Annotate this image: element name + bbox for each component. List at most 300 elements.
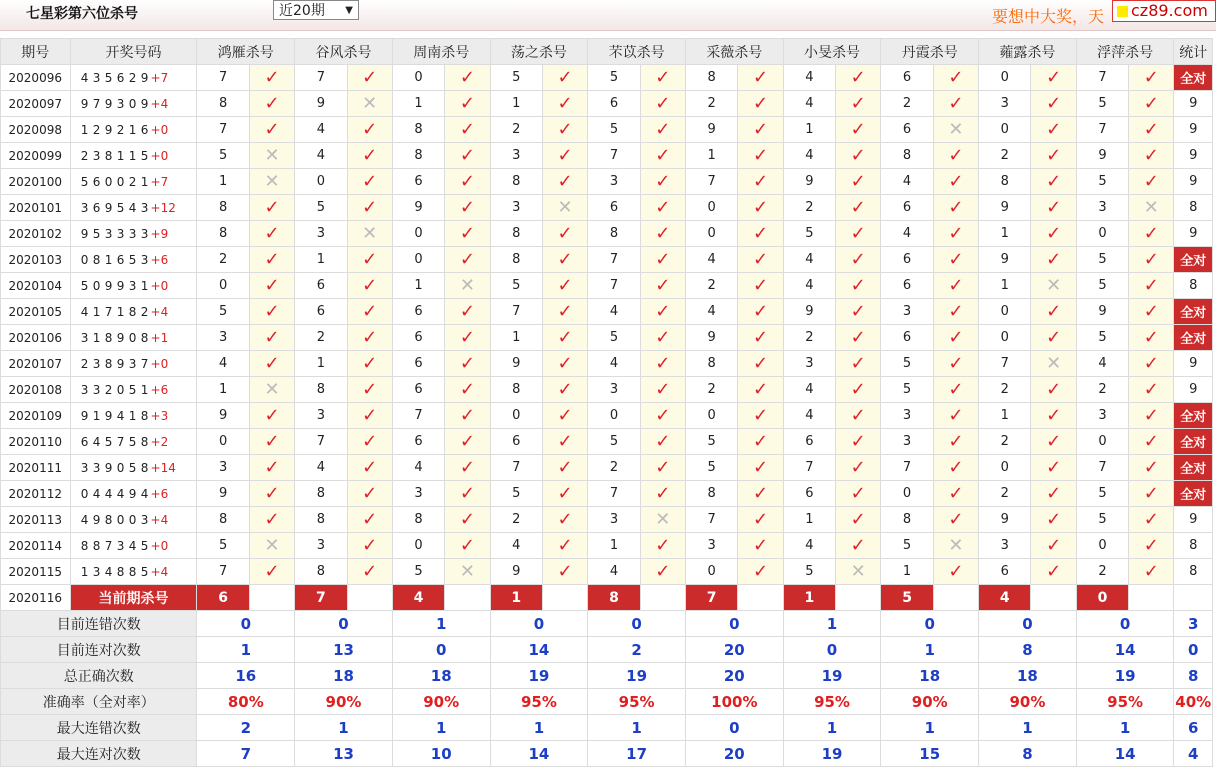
summary-stat: 8 (1174, 663, 1213, 689)
kill-number-cell: 8 (881, 507, 933, 533)
issue-cell: 2020103 (1, 247, 71, 273)
kill-number-cell: 3 (197, 325, 249, 351)
draw-sum: +1 (150, 330, 169, 345)
result-cell (542, 507, 587, 533)
kill-number-cell: 9 (979, 247, 1031, 273)
result-cell (738, 117, 783, 143)
check-icon: ✓ (948, 300, 964, 322)
table-row (1, 325, 1213, 351)
check-icon: ✓ (459, 352, 475, 374)
summary-value: 19 (490, 663, 588, 689)
current-kill-number: 0 (1076, 585, 1128, 611)
summary-value: 1 (490, 715, 588, 741)
check-icon: ✓ (1143, 274, 1159, 296)
kill-number-cell: 3 (881, 429, 933, 455)
summary-value: 20 (685, 637, 783, 663)
draw-digit: 5 (80, 278, 89, 293)
kill-number-cell: 6 (392, 299, 444, 325)
result-cell (640, 221, 685, 247)
result-cell (640, 273, 685, 299)
kill-number-cell: 8 (685, 65, 737, 91)
result-cell (640, 325, 685, 351)
check-icon: ✓ (948, 92, 964, 114)
draw-digit: 3 (92, 70, 101, 85)
result-cell (249, 247, 294, 273)
result-cell (640, 247, 685, 273)
cross-icon: ✕ (264, 170, 280, 192)
check-icon: ✓ (1143, 482, 1159, 504)
result-cell (933, 299, 978, 325)
current-kill-number: 1 (490, 585, 542, 611)
result-cell (836, 91, 881, 117)
draw-digit: 1 (116, 304, 125, 319)
stat-cell: 8 (1174, 273, 1213, 299)
result-cell (836, 221, 881, 247)
draw-digit: 4 (116, 486, 125, 501)
draw-digit: 6 (92, 200, 101, 215)
summary-value: 1 (783, 611, 881, 637)
check-icon: ✓ (655, 300, 671, 322)
draw-numbers-cell (70, 299, 197, 325)
check-icon: ✓ (264, 326, 280, 348)
summary-value: 18 (392, 663, 490, 689)
draw-numbers-cell (70, 273, 197, 299)
issue-cell: 2020099 (1, 143, 71, 169)
result-cell (836, 481, 881, 507)
kill-number-cell: 2 (881, 91, 933, 117)
summary-label: 总正确次数 (1, 663, 197, 689)
draw-digit: 1 (128, 408, 137, 423)
check-icon: ✓ (948, 352, 964, 374)
cross-icon: ✕ (459, 274, 475, 296)
table-row (1, 247, 1213, 273)
result-cell (738, 533, 783, 559)
draw-sum: +0 (150, 122, 169, 137)
result-cell (542, 455, 587, 481)
draw-digit: 3 (80, 330, 89, 345)
kill-number-cell: 2 (588, 455, 640, 481)
kill-number-cell: 9 (783, 299, 835, 325)
result-cell (738, 221, 783, 247)
kill-number-cell: 3 (881, 403, 933, 429)
check-icon: ✓ (948, 222, 964, 244)
summary-label: 最大连错次数 (1, 715, 197, 741)
kill-number-cell: 5 (490, 273, 542, 299)
result-cell (836, 507, 881, 533)
check-icon: ✓ (362, 248, 378, 270)
kill-number-cell: 7 (979, 351, 1031, 377)
result-cell (738, 247, 783, 273)
kill-number-cell: 1 (295, 351, 347, 377)
result-cell (933, 247, 978, 273)
result-cell (640, 559, 685, 585)
check-icon: ✓ (655, 352, 671, 374)
check-icon: ✓ (1143, 352, 1159, 374)
result-cell (1031, 403, 1076, 429)
result-cell (1129, 195, 1174, 221)
kill-number-cell: 1 (783, 507, 835, 533)
kill-number-cell: 5 (490, 481, 542, 507)
draw-sum: +14 (150, 460, 176, 475)
kill-number-cell: 4 (295, 117, 347, 143)
kill-number-cell: 6 (295, 273, 347, 299)
draw-numbers-cell (70, 143, 197, 169)
result-cell (347, 65, 392, 91)
kill-number-cell: 8 (685, 351, 737, 377)
draw-digit: 3 (92, 460, 101, 475)
kill-number-cell: 7 (295, 65, 347, 91)
draw-numbers-cell (70, 169, 197, 195)
draw-digit: 4 (116, 408, 125, 423)
check-icon: ✓ (362, 560, 378, 582)
check-icon: ✓ (362, 144, 378, 166)
summary-value: 0 (783, 637, 881, 663)
site-logo[interactable] (1112, 0, 1216, 22)
check-icon: ✓ (655, 534, 671, 556)
draw-digit: 8 (128, 564, 137, 579)
kill-number-cell: 0 (881, 481, 933, 507)
kill-number-cell: 8 (490, 169, 542, 195)
draw-digit: 0 (80, 486, 89, 501)
kill-number-cell: 5 (783, 221, 835, 247)
check-icon: ✓ (459, 196, 475, 218)
summary-stat: 4 (1174, 741, 1213, 767)
check-icon: ✓ (264, 222, 280, 244)
kill-number-cell: 3 (979, 91, 1031, 117)
result-cell (1129, 143, 1174, 169)
table-row (1, 299, 1213, 325)
draw-digit: 9 (140, 70, 149, 85)
stat-cell: 全对 (1174, 65, 1213, 91)
result-cell (640, 91, 685, 117)
summary-value: 1 (392, 611, 490, 637)
draw-digit: 5 (128, 434, 137, 449)
result-cell (249, 455, 294, 481)
result-cell (836, 559, 881, 585)
result-cell (347, 169, 392, 195)
draw-sum: +7 (150, 174, 169, 189)
summary-value: 18 (979, 663, 1077, 689)
table-row (1, 65, 1213, 91)
check-icon: ✓ (655, 456, 671, 478)
result-cell (347, 299, 392, 325)
kill-number-cell: 4 (1076, 351, 1128, 377)
current-blank-cell (347, 585, 392, 611)
kill-number-cell: 5 (588, 117, 640, 143)
draw-digit: 9 (104, 408, 113, 423)
result-cell (542, 247, 587, 273)
result-cell (445, 273, 490, 299)
draw-numbers-cell (70, 91, 197, 117)
summary-value: 90% (881, 689, 979, 715)
check-icon: ✓ (752, 378, 769, 400)
stat-cell: 全对 (1174, 403, 1213, 429)
result-cell (347, 273, 392, 299)
result-cell (347, 91, 392, 117)
summary-value: 100% (685, 689, 783, 715)
result-cell (1031, 299, 1076, 325)
kill-number-cell: 2 (295, 325, 347, 351)
result-cell (1129, 117, 1174, 143)
summary-value: 90% (295, 689, 393, 715)
draw-digit: 8 (104, 148, 113, 163)
result-cell (933, 117, 978, 143)
summary-value: 7 (197, 741, 295, 767)
draw-sum: +4 (150, 304, 169, 319)
result-cell (445, 559, 490, 585)
check-icon: ✓ (655, 248, 671, 270)
kill-number-cell: 3 (881, 299, 933, 325)
stat-cell: 9 (1174, 507, 1213, 533)
result-cell (836, 429, 881, 455)
check-icon: ✓ (264, 196, 280, 218)
result-cell (836, 377, 881, 403)
kill-number-cell: 0 (979, 117, 1031, 143)
period-select[interactable] (273, 0, 359, 20)
kill-number-cell: 3 (392, 481, 444, 507)
issue-cell: 2020106 (1, 325, 71, 351)
draw-digit: 9 (104, 460, 113, 475)
kill-number-cell: 6 (392, 429, 444, 455)
result-cell (249, 533, 294, 559)
stat-cell: 全对 (1174, 299, 1213, 325)
check-icon: ✓ (557, 66, 573, 88)
result-cell (1129, 559, 1174, 585)
check-icon: ✓ (1046, 378, 1062, 400)
check-icon: ✓ (948, 508, 964, 530)
check-icon: ✓ (557, 274, 573, 296)
result-cell (836, 195, 881, 221)
result-cell (933, 221, 978, 247)
result-cell (1129, 91, 1174, 117)
kill-number-cell: 0 (392, 221, 444, 247)
check-icon: ✓ (850, 352, 866, 374)
draw-digit: 9 (80, 408, 89, 423)
column-header: 统计 (1174, 39, 1213, 65)
column-header: 小旻杀号 (783, 39, 881, 65)
result-cell (1031, 507, 1076, 533)
kill-number-cell: 4 (588, 351, 640, 377)
kill-number-cell: 5 (1076, 247, 1128, 273)
summary-stat: 6 (1174, 715, 1213, 741)
draw-digit: 5 (104, 70, 113, 85)
result-cell (738, 169, 783, 195)
result-cell (542, 273, 587, 299)
check-icon: ✓ (557, 222, 573, 244)
table-row (1, 351, 1213, 377)
draw-numbers-cell (70, 403, 197, 429)
result-cell (738, 143, 783, 169)
result-cell (640, 455, 685, 481)
kill-number-cell: 1 (881, 559, 933, 585)
summary-value: 19 (783, 663, 881, 689)
result-cell (933, 403, 978, 429)
result-cell (738, 91, 783, 117)
issue-cell: 2020098 (1, 117, 71, 143)
kill-number-cell: 3 (1076, 403, 1128, 429)
draw-digit: 2 (80, 148, 89, 163)
check-icon: ✓ (948, 326, 964, 348)
kill-number-cell: 7 (295, 429, 347, 455)
check-icon: ✓ (362, 404, 378, 426)
kill-number-cell: 4 (783, 91, 835, 117)
check-icon: ✓ (850, 326, 866, 348)
summary-value: 0 (295, 611, 393, 637)
cross-icon: ✕ (1046, 274, 1062, 296)
result-cell (933, 481, 978, 507)
check-icon: ✓ (1046, 404, 1062, 426)
result-cell (738, 481, 783, 507)
result-cell (933, 143, 978, 169)
draw-digit: 3 (140, 252, 149, 267)
draw-digit: 3 (116, 538, 125, 553)
draw-digit: 8 (92, 252, 101, 267)
column-header: 荡之杀号 (490, 39, 588, 65)
kill-number-cell: 6 (783, 481, 835, 507)
draw-digit: 3 (92, 564, 101, 579)
kill-number-cell: 5 (588, 429, 640, 455)
check-icon: ✓ (1046, 456, 1062, 478)
check-icon: ✓ (850, 66, 866, 88)
check-icon: ✓ (850, 534, 866, 556)
result-cell (1129, 377, 1174, 403)
kill-number-cell: 7 (588, 247, 640, 273)
result-cell (249, 91, 294, 117)
check-icon: ✓ (264, 456, 280, 478)
result-cell (933, 65, 978, 91)
kill-number-cell: 1 (392, 273, 444, 299)
stat-cell: 全对 (1174, 455, 1213, 481)
kill-number-cell: 7 (685, 507, 737, 533)
kill-number-cell: 1 (490, 91, 542, 117)
check-icon: ✓ (752, 222, 769, 244)
summary-value: 13 (295, 637, 393, 663)
draw-digit: 0 (128, 512, 137, 527)
result-cell (1129, 273, 1174, 299)
draw-digit: 2 (140, 304, 149, 319)
table-row (1, 507, 1213, 533)
check-icon: ✓ (557, 92, 573, 114)
draw-digit: 9 (92, 512, 101, 527)
kill-number-cell: 5 (685, 429, 737, 455)
result-cell (738, 403, 783, 429)
kill-number-cell: 8 (392, 507, 444, 533)
result-cell (933, 273, 978, 299)
result-cell (836, 325, 881, 351)
draw-digit: 1 (80, 122, 89, 137)
check-icon: ✓ (557, 482, 573, 504)
summary-value: 20 (685, 741, 783, 767)
summary-value: 95% (588, 689, 686, 715)
summary-value: 95% (490, 689, 588, 715)
kill-number-cell: 0 (392, 65, 444, 91)
result-cell (542, 65, 587, 91)
summary-value: 95% (783, 689, 881, 715)
draw-digit: 3 (140, 200, 149, 215)
check-icon: ✓ (1046, 508, 1062, 530)
marquee-text[interactable]: 要想中大奖，天 (992, 7, 1105, 26)
result-cell (445, 65, 490, 91)
kill-number-cell: 9 (783, 169, 835, 195)
check-icon: ✓ (557, 456, 573, 478)
result-cell (1031, 247, 1076, 273)
kill-number-cell: 8 (295, 481, 347, 507)
draw-digit: 8 (140, 330, 149, 345)
result-cell (542, 221, 587, 247)
draw-digit: 2 (104, 382, 113, 397)
draw-digit: 1 (128, 122, 137, 137)
draw-digit: 5 (92, 226, 101, 241)
result-cell (1031, 195, 1076, 221)
draw-digit: 0 (92, 278, 101, 293)
check-icon: ✓ (850, 456, 866, 478)
kill-number-cell: 2 (979, 143, 1031, 169)
result-cell (1031, 351, 1076, 377)
check-icon: ✓ (459, 378, 475, 400)
summary-value: 0 (197, 611, 295, 637)
draw-digit: 6 (80, 434, 89, 449)
check-icon: ✓ (459, 118, 475, 140)
check-icon: ✓ (1143, 560, 1159, 582)
result-cell (640, 377, 685, 403)
draw-digit: 9 (116, 330, 125, 345)
kill-number-cell: 2 (979, 377, 1031, 403)
result-cell (445, 247, 490, 273)
result-cell (1129, 455, 1174, 481)
kill-number-cell: 4 (197, 351, 249, 377)
stat-cell: 9 (1174, 351, 1213, 377)
kill-number-cell: 0 (685, 221, 737, 247)
check-icon: ✓ (264, 66, 280, 88)
draw-digit: 0 (128, 330, 137, 345)
check-icon: ✓ (362, 378, 378, 400)
check-icon: ✓ (362, 66, 378, 88)
draw-numbers-cell (70, 351, 197, 377)
result-cell (1031, 559, 1076, 585)
kill-number-cell: 5 (685, 455, 737, 481)
kill-number-table (0, 38, 1213, 767)
summary-value: 1 (881, 715, 979, 741)
summary-row (1, 611, 1213, 637)
result-cell (640, 299, 685, 325)
result-cell (347, 403, 392, 429)
top-bar (0, 0, 1216, 31)
draw-digit: 5 (128, 382, 137, 397)
draw-digit: 5 (116, 200, 125, 215)
kill-number-cell: 1 (392, 91, 444, 117)
result-cell (836, 65, 881, 91)
draw-digit: 1 (140, 174, 149, 189)
check-icon: ✓ (459, 300, 475, 322)
kill-number-cell: 3 (295, 221, 347, 247)
check-icon: ✓ (752, 326, 769, 348)
result-cell (836, 169, 881, 195)
draw-numbers-cell (70, 507, 197, 533)
result-cell (640, 195, 685, 221)
draw-digit: 1 (92, 408, 101, 423)
result-cell (1031, 481, 1076, 507)
draw-digit: 7 (104, 304, 113, 319)
result-cell (542, 117, 587, 143)
check-icon: ✓ (557, 430, 573, 452)
draw-digit: 9 (128, 486, 137, 501)
check-icon: ✓ (459, 404, 475, 426)
result-cell (347, 429, 392, 455)
result-cell (1129, 247, 1174, 273)
summary-value: 8 (979, 637, 1077, 663)
draw-digit: 1 (92, 330, 101, 345)
check-icon: ✓ (264, 404, 280, 426)
